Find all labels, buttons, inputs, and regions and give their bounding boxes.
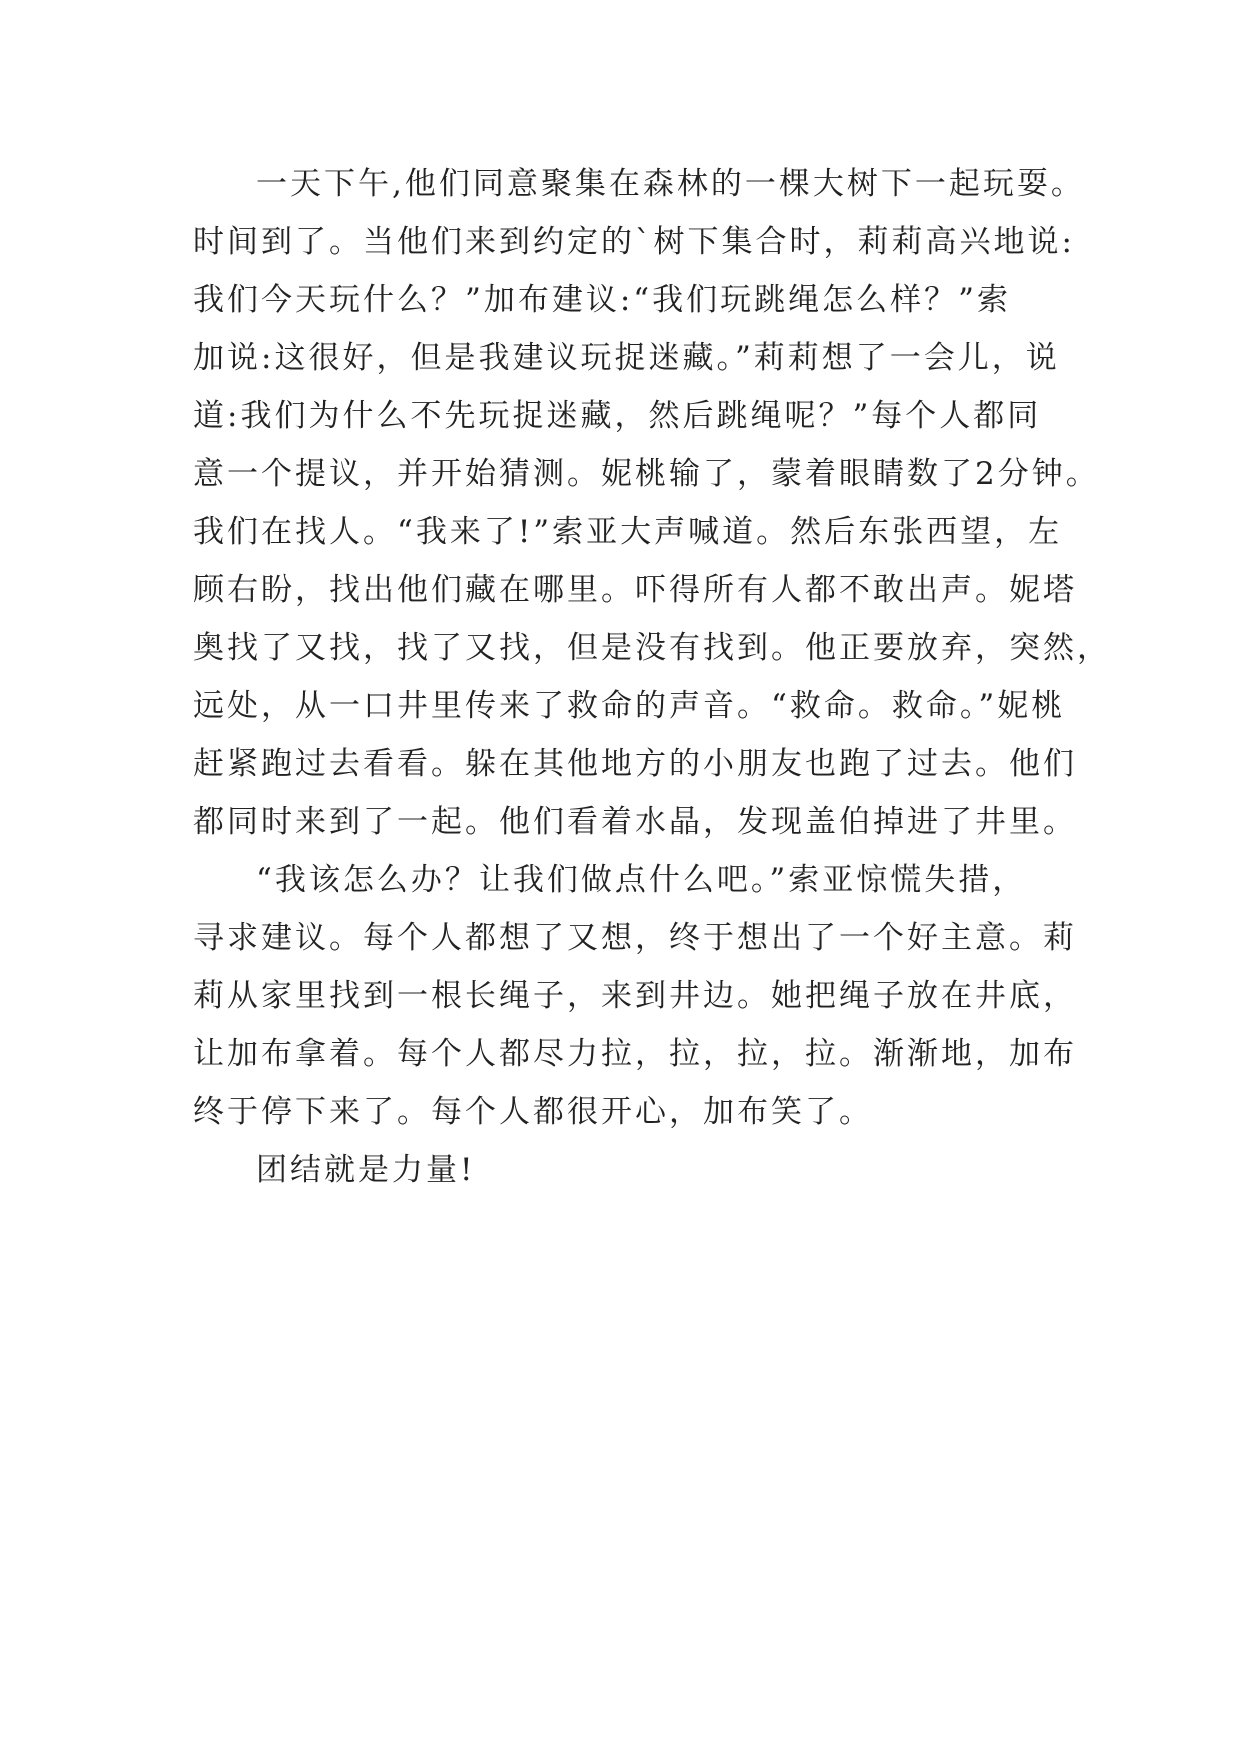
text-line: 团结就是力量! [256, 1152, 476, 1188]
text-line: 意一个提议，并开始猜测。妮桃输了，蒙着眼睛数了2分钟。 [193, 456, 1100, 492]
text-line: 加说:这很好，但是我建议玩捉迷藏。”莉莉想了一会儿，说 [193, 340, 1060, 376]
text-line: 一天下午,他们同意聚集在森林的一棵大树下一起玩耍。 [256, 166, 1085, 202]
text-line: 时间到了。当他们来到约定的`树下集合时，莉莉高兴地说: [193, 224, 1075, 260]
text-line: 奥找了又找，找了又找，但是没有找到。他正要放弃，突然， [193, 630, 1111, 666]
text-line: 让加布拿着。每个人都尽力拉，拉，拉，拉。渐渐地，加布 [193, 1036, 1077, 1072]
text-line: 顾右盼，找出他们藏在哪里。吓得所有人都不敢出声。妮塔 [193, 572, 1077, 608]
text-line: 莉从家里找到一根长绳子，来到井边。她把绳子放在井底， [193, 978, 1077, 1014]
text-line: 我们在找人。“我来了!”索亚大声喊道。然后东张西望，左 [193, 514, 1063, 550]
text-line: 我们今天玩什么？”加布建议:“我们玩跳绳怎么样？”索 [193, 282, 1011, 318]
text-line: 赶紧跑过去看看。躲在其他地方的小朋友也跑了过去。他们 [193, 746, 1077, 782]
text-line: 都同时来到了一起。他们看着水晶，发现盖伯掉进了井里。 [193, 804, 1077, 840]
text-line: 终于停下来了。每个人都很开心，加布笑了。 [193, 1094, 873, 1130]
text-line: 远处，从一口井里传来了救命的声音。“救命。救命。”妮桃 [193, 688, 1066, 724]
text-line: 寻求建议。每个人都想了又想，终于想出了一个好主意。莉 [193, 920, 1077, 956]
text-line: “我该怎么办？让我们做点什么吧。”索亚惊慌失措， [256, 862, 1027, 898]
text-line: 道:我们为什么不先玩捉迷藏，然后跳绳呢？”每个人都同 [193, 398, 1042, 434]
